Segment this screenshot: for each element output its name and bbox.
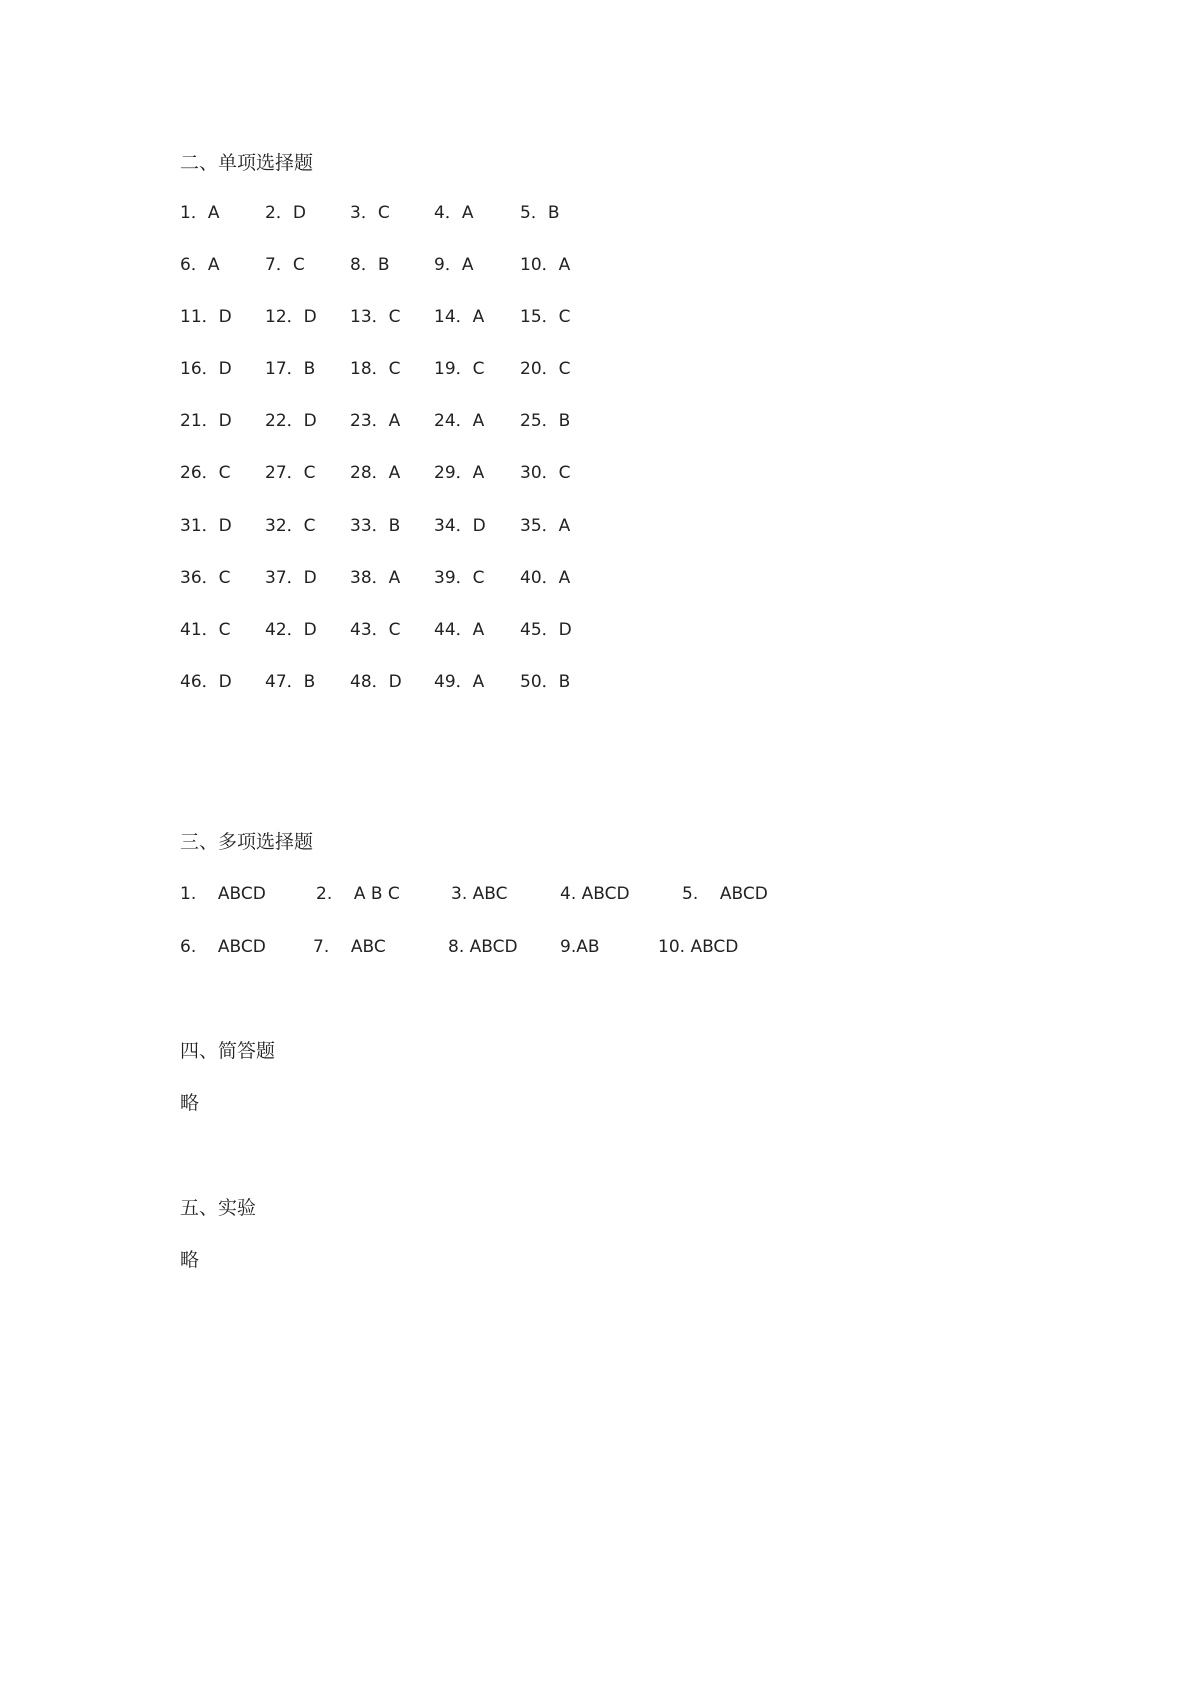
answer-item: 20．C [520, 359, 571, 379]
answer-item: 16．D [180, 359, 232, 379]
answer-item: 35．A [520, 516, 571, 536]
answer-item: 37．D [265, 568, 317, 588]
answer-item: 5．B [520, 203, 560, 223]
answer-item: 7．C [265, 255, 305, 275]
answer-item: 25．B [520, 411, 571, 431]
answer-item: 43．C [350, 620, 401, 640]
answer-item: 2．D [265, 203, 306, 223]
answer-item: 12．D [265, 307, 317, 327]
answer-item: 17．B [265, 359, 316, 379]
answer-item: 27．C [265, 463, 316, 483]
answer-item: 42．D [265, 620, 317, 640]
answer-item: 3. ABC [451, 884, 508, 904]
answer-item: 14．A [434, 307, 485, 327]
answer-item: 15．C [520, 307, 571, 327]
answer-item: 8．B [350, 255, 390, 275]
answer-item: 1．A [180, 203, 220, 223]
answer-item: 11．D [180, 307, 232, 327]
answer-item: 21．D [180, 411, 232, 431]
answer-item: 6．A [180, 255, 220, 275]
answer-item: 45．D [520, 620, 572, 640]
answer-item: 30．C [520, 463, 571, 483]
answer-item: 46．D [180, 672, 232, 692]
answer-item: 31．D [180, 516, 232, 536]
answer-item: 47．B [265, 672, 316, 692]
answer-item: 38．A [350, 568, 401, 588]
answer-item: 5. ABCD [682, 884, 768, 904]
answer-item: 28．A [350, 463, 401, 483]
answer-item: 26．C [180, 463, 231, 483]
answer-item: 10．A [520, 255, 571, 275]
answer-item: 13．C [350, 307, 401, 327]
answer-item: 23．A [350, 411, 401, 431]
answer-item: 40．A [520, 568, 571, 588]
answer-item: 2. A B C [316, 884, 400, 904]
answer-item: 3．C [350, 203, 390, 223]
answer-item: 29．A [434, 463, 485, 483]
section-title-experiment: 五、实验 [180, 1197, 257, 1219]
section-body-experiment: 略 [180, 1249, 200, 1271]
answer-item: 9.AB [560, 937, 600, 957]
answer-item: 8. ABCD [448, 937, 518, 957]
answer-item: 48．D [350, 672, 402, 692]
answer-item: 10. ABCD [658, 937, 739, 957]
answer-item: 4. ABCD [560, 884, 630, 904]
answer-item: 36．C [180, 568, 231, 588]
answer-item: 39．C [434, 568, 485, 588]
answer-item: 41．C [180, 620, 231, 640]
answer-item: 19．C [434, 359, 485, 379]
answer-item: 4．A [434, 203, 474, 223]
answer-item: 1. ABCD [180, 884, 266, 904]
section-title-short-answer: 四、简答题 [180, 1040, 276, 1062]
answer-item: 44．A [434, 620, 485, 640]
answer-item: 22．D [265, 411, 317, 431]
answer-item: 18．C [350, 359, 401, 379]
answer-item: 32．C [265, 516, 316, 536]
answer-item: 34．D [434, 516, 486, 536]
answer-item: 33．B [350, 516, 401, 536]
answer-item: 50．B [520, 672, 571, 692]
answer-item: 9．A [434, 255, 474, 275]
answer-item: 49．A [434, 672, 485, 692]
section-title-multiple-choice: 三、多项选择题 [180, 831, 314, 853]
answer-item: 6. ABCD [180, 937, 266, 957]
section-body-short-answer: 略 [180, 1092, 200, 1114]
answer-item: 7. ABC [313, 937, 386, 957]
section-title-single-choice: 二、单项选择题 [180, 152, 314, 174]
answer-item: 24．A [434, 411, 485, 431]
